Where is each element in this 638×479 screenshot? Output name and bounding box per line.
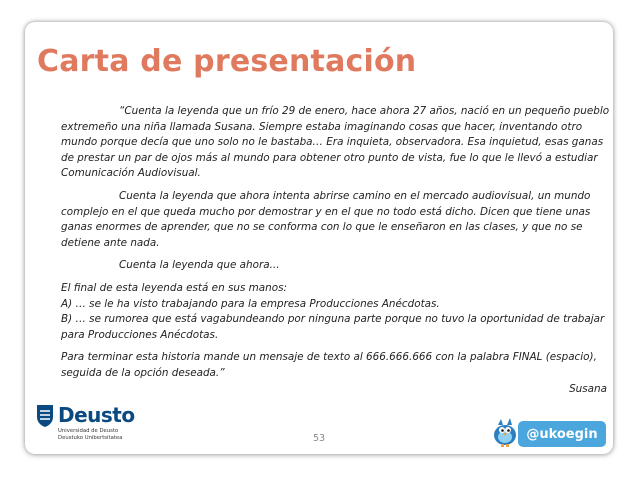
page-number: 53 [312, 433, 326, 444]
twitter-handle: @ukoegin [518, 421, 606, 447]
paragraph-4: El final de esta leyenda está en sus manos: [61, 281, 288, 294]
paragraph-1: “Cuenta la leyenda que un frío 29 de enero, hace ahora 27 años, nació en un pequeño pueblo extremeño una niña llamada Susana. Siempre estaba imaginando cosas que hacer, inventando otro mundo porque decía que uno solo no le bastaba… Era inquieta, observadora. Esa inquietud, esas ganas de prestar un par de ojos más al mundo para obtener otro punto de vista, fue lo que le llevó a estudiar Comunicación Audiovisual. [61, 105, 610, 180]
twitter-bird-icon [490, 416, 520, 448]
slide-body [61, 104, 613, 397]
slide-title: Carta de presentación [37, 44, 417, 79]
deusto-subtitle-2: Deustuko Unibertsitatea [58, 435, 123, 441]
option-b: B) … se rumorea que está vagabundeando por ninguna parte porque no tuvo la oportunidad de trabajar para Producciones Anécdotas. [61, 313, 605, 341]
paragraph-2: Cuenta la leyenda que ahora intenta abrirse camino en el mercado audiovisual, un mundo complejo en el que queda mucho por demostrar y en el que no todo está dicho. Dicen que tiene unas ganas enormes de aprender, que no se conforma con lo que le enseñaron en las clases, y que no se detiene ante nada. [61, 189, 591, 249]
deusto-subtitle-1: Universidad de Deusto [58, 428, 119, 434]
deusto-name: Deusto [58, 403, 135, 427]
option-a: A) … se le ha visto trabajando para la empresa Producciones Anécdotas. [61, 297, 440, 310]
signature: Susana [569, 382, 607, 395]
slide [25, 22, 613, 454]
deusto-logo-icon [35, 404, 55, 428]
paragraph-3: Cuenta la leyenda que ahora... [119, 259, 280, 272]
paragraph-closing: Para terminar esta historia mande un mensaje de texto al 666.666.666 con la palabra FINAL (espacio), seguida de la opción deseada.” [61, 351, 597, 379]
